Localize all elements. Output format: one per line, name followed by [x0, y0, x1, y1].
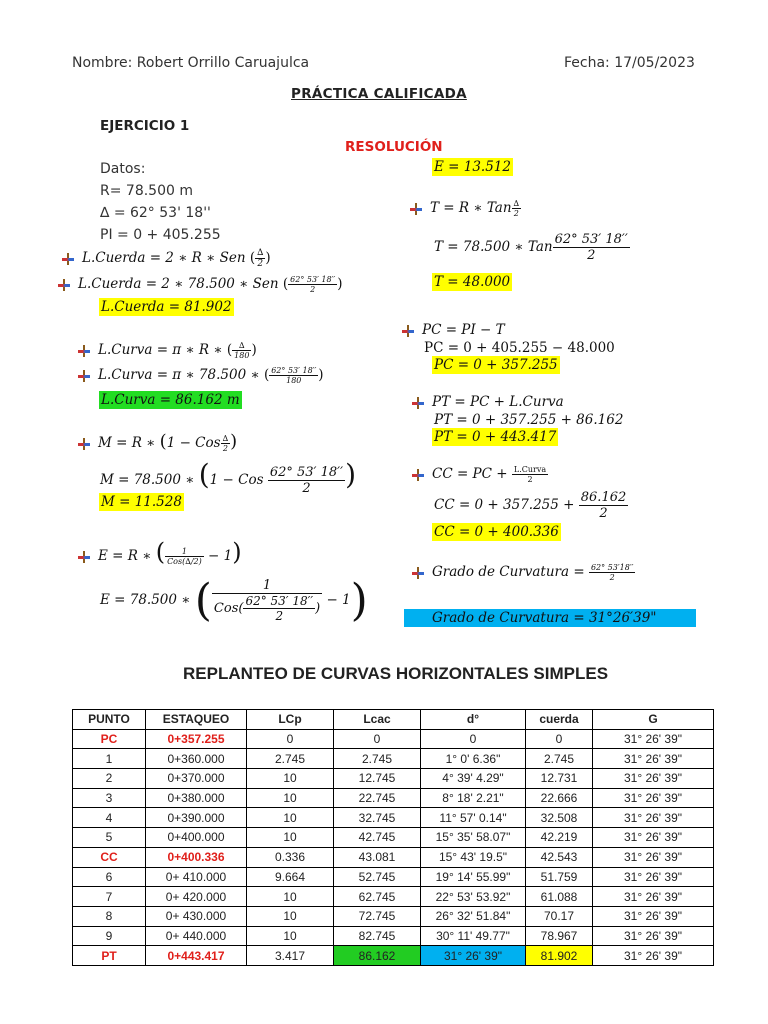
cell-lcac: 86.162 — [334, 946, 421, 966]
cell-cuerda: 42.543 — [526, 847, 593, 867]
cell-cuerda: 61.088 — [526, 887, 593, 907]
cell-punto: 8 — [73, 906, 146, 926]
cell-d: 31° 26' 39" — [421, 946, 526, 966]
cell-punto: 2 — [73, 769, 146, 789]
cell-lcac: 22.745 — [334, 788, 421, 808]
cell-lcac: 2.745 — [334, 749, 421, 769]
cell-punto: CC — [73, 847, 146, 867]
cell-lcac: 42.745 — [334, 828, 421, 848]
cell-estaqueo: 0+ 410.000 — [146, 867, 247, 887]
cell-lcp: 10 — [247, 788, 334, 808]
cell-g: 31° 26' 39" — [593, 788, 714, 808]
cell-g: 31° 26' 39" — [593, 828, 714, 848]
cell-punto: 7 — [73, 887, 146, 907]
cell-punto: PT — [73, 946, 146, 966]
e-definition: E = R ∗ ( $\frac{1}{\text{Cos(∆/2)}}$ − 1) — [78, 538, 242, 566]
cell-g: 31° 26' 39" — [593, 769, 714, 789]
col-g: G — [593, 710, 714, 730]
cell-g: 31° 26' 39" — [593, 729, 714, 749]
cell-punto: PC — [73, 729, 146, 749]
cell-cuerda: 78.967 — [526, 926, 593, 946]
cell-d: 8° 18' 2.21" — [421, 788, 526, 808]
bullet-icon — [412, 397, 424, 409]
cc-result: CC = 0 + 400.336 — [434, 524, 559, 540]
lcuerda-result: L.Cuerda = 81.902 — [101, 299, 232, 315]
datos-delta: ∆ = 62° 53' 18'' — [100, 205, 211, 221]
cell-g: 31° 26' 39" — [593, 847, 714, 867]
cell-estaqueo: 0+370.000 — [146, 769, 247, 789]
cell-lcp: 10 — [247, 808, 334, 828]
cc-definition: CC = PC + $\frac{\text{L.Curva}}{2}$ — [412, 465, 548, 484]
cell-lcp: 0 — [247, 729, 334, 749]
t-definition: T = R ∗ Tan $\frac{\Delta}{2}$ — [410, 199, 521, 218]
table-row — [73, 729, 714, 749]
cell-estaqueo: 0+400.336 — [146, 847, 247, 867]
grado-definition: Grado de Curvatura = $\frac{62^\circ 53'18''}{2}$ — [412, 563, 635, 582]
bullet-icon — [402, 325, 414, 337]
cell-punto: 9 — [73, 926, 146, 946]
col-lcac: Lcac — [334, 710, 421, 730]
cell-lcac: 12.745 — [334, 769, 421, 789]
table-row — [73, 769, 714, 789]
table-header-row — [73, 710, 714, 730]
cell-g: 31° 26' 39" — [593, 946, 714, 966]
cell-cuerda: 42.219 — [526, 828, 593, 848]
student-name: Nombre: Robert Orrillo Caruajulca — [72, 55, 310, 71]
m-substitution: M = 78.500 ∗ (1 − Cos $\frac{62^\circ 53' 18''}{2}$ ) — [100, 458, 357, 496]
lcurva-substitution: L.Curva = π ∗ 78.500 ∗ ( $\frac{62^\circ 53' 18''}{180}$ ) — [78, 366, 324, 385]
cell-lcp: 10 — [247, 769, 334, 789]
cell-cuerda: 22.666 — [526, 788, 593, 808]
bullet-icon — [78, 438, 90, 450]
lcuerda-substitution: L.Cuerda = 2 ∗ 78.500 ∗ Sen ( $\frac{62^\circ 53' 18''}{2}$ ) — [58, 275, 343, 294]
table-row — [73, 847, 714, 867]
lcurva-definition: L.Curva = π ∗ R ∗ ( $\frac{\Delta}{180}$ ) — [78, 341, 257, 360]
cell-estaqueo: 0+357.255 — [146, 729, 247, 749]
cell-lcp: 3.417 — [247, 946, 334, 966]
cell-punto: 5 — [73, 828, 146, 848]
page-title: PRÁCTICA CALIFICADA — [291, 86, 467, 102]
resolution-heading: RESOLUCIÓN — [345, 139, 443, 155]
date: Fecha: 17/05/2023 — [564, 55, 695, 71]
grado-result: Grado de Curvatura = 31°26′39" — [404, 609, 696, 627]
t-result: T = 48.000 — [434, 274, 511, 290]
cell-lcac: 72.745 — [334, 906, 421, 926]
bullet-icon — [410, 203, 422, 215]
cell-d: 4° 39' 4.29" — [421, 769, 526, 789]
cell-lcp: 9.664 — [247, 867, 334, 887]
table-row — [73, 887, 714, 907]
table-row — [73, 946, 714, 966]
m-definition: M = R ∗ (1 − Cos $\frac{\Delta}{2}$ ) — [78, 431, 237, 453]
cell-punto: 6 — [73, 867, 146, 887]
e-substitution: E = 78.500 ∗ ( 1 Cos( $\frac{62^\circ 53' 18''}{2}$ ) − 1) — [100, 575, 368, 626]
cell-cuerda: 32.508 — [526, 808, 593, 828]
cell-lcac: 52.745 — [334, 867, 421, 887]
bullet-icon — [412, 469, 424, 481]
cell-lcp: 10 — [247, 887, 334, 907]
cell-d: 22° 53' 53.92" — [421, 887, 526, 907]
cell-cuerda: 51.759 — [526, 867, 593, 887]
pt-definition: PT = PC + L.Curva — [412, 394, 564, 410]
cell-estaqueo: 0+380.000 — [146, 788, 247, 808]
cell-estaqueo: 0+443.417 — [146, 946, 247, 966]
cell-lcp: 10 — [247, 906, 334, 926]
cell-lcp: 0.336 — [247, 847, 334, 867]
lcuerda-definition: L.Cuerda = 2 ∗ R ∗ Sen ( $\frac{\Delta}{2}$ ) — [62, 248, 271, 269]
cell-punto: 4 — [73, 808, 146, 828]
bullet-icon — [412, 567, 424, 579]
cell-d: 26° 32' 51.84" — [421, 906, 526, 926]
cell-cuerda: 2.745 — [526, 749, 593, 769]
cell-d: 30° 11' 49.77" — [421, 926, 526, 946]
cell-lcac: 43.081 — [334, 847, 421, 867]
datos-label: Datos: — [100, 161, 146, 177]
cell-g: 31° 26' 39" — [593, 867, 714, 887]
table-row — [73, 906, 714, 926]
cell-cuerda: 81.902 — [526, 946, 593, 966]
datos-pi: PI = 0 + 405.255 — [100, 227, 221, 243]
pc-substitution: PC = 0 + 405.255 − 48.000 — [424, 340, 615, 356]
col-lcp: LCp — [247, 710, 334, 730]
pc-result: PC = 0 + 357.255 — [434, 357, 558, 373]
pt-result: PT = 0 + 443.417 — [434, 429, 557, 445]
bullet-icon — [78, 370, 90, 382]
table-row — [73, 749, 714, 769]
cell-d: 15° 35' 58.07" — [421, 828, 526, 848]
lcurva-result: L.Curva = 86.162 m — [101, 392, 240, 408]
bullet-icon — [58, 279, 70, 291]
table-row — [73, 828, 714, 848]
cell-cuerda: 70.17 — [526, 906, 593, 926]
bullet-icon — [78, 345, 90, 357]
cell-d: 0 — [421, 729, 526, 749]
pt-substitution: PT = 0 + 357.255 + 86.162 — [434, 412, 624, 428]
cell-lcac: 82.745 — [334, 926, 421, 946]
bullet-icon — [62, 253, 74, 265]
cell-lcp: 10 — [247, 828, 334, 848]
datos-radius: R= 78.500 m — [100, 183, 193, 199]
cell-cuerda: 0 — [526, 729, 593, 749]
cell-estaqueo: 0+400.000 — [146, 828, 247, 848]
cell-lcac: 62.745 — [334, 887, 421, 907]
cell-cuerda: 12.731 — [526, 769, 593, 789]
cell-g: 31° 26' 39" — [593, 808, 714, 828]
replanteo-table — [72, 709, 714, 966]
cell-estaqueo: 0+ 420.000 — [146, 887, 247, 907]
cell-g: 31° 26' 39" — [593, 887, 714, 907]
col-d: d° — [421, 710, 526, 730]
cell-estaqueo: 0+ 430.000 — [146, 906, 247, 926]
cell-estaqueo: 0+ 440.000 — [146, 926, 247, 946]
e-result: E = 13.512 — [434, 159, 511, 175]
table-row — [73, 926, 714, 946]
table-row — [73, 808, 714, 828]
cell-lcp: 10 — [247, 926, 334, 946]
cell-lcac: 0 — [334, 729, 421, 749]
col-cuerda: cuerda — [526, 710, 593, 730]
cell-g: 31° 26' 39" — [593, 906, 714, 926]
pc-definition: PC = PI − T — [402, 322, 505, 338]
cell-d: 15° 43' 19.5" — [421, 847, 526, 867]
cell-lcp: 2.745 — [247, 749, 334, 769]
bullet-icon — [78, 551, 90, 563]
cell-punto: 1 — [73, 749, 146, 769]
cc-substitution: CC = 0 + 357.255 + $\frac{86.162}{2}$ — [434, 490, 627, 521]
exercise-title: EJERCICIO 1 — [100, 118, 190, 134]
col-punto: PUNTO — [73, 710, 146, 730]
cell-d: 19° 14' 55.99" — [421, 867, 526, 887]
table-row — [73, 788, 714, 808]
table-title: REPLANTEO DE CURVAS HORIZONTALES SIMPLES — [183, 664, 609, 683]
cell-g: 31° 26' 39" — [593, 749, 714, 769]
cell-punto: 3 — [73, 788, 146, 808]
table-row — [73, 867, 714, 887]
cell-g: 31° 26' 39" — [593, 926, 714, 946]
t-substitution: T = 78.500 ∗ Tan $\frac{62^\circ 53' 18''}{2}$ — [434, 232, 628, 263]
cell-estaqueo: 0+360.000 — [146, 749, 247, 769]
cell-lcac: 32.745 — [334, 808, 421, 828]
col-estaqueo: ESTAQUEO — [146, 710, 247, 730]
cell-d: 11° 57' 0.14" — [421, 808, 526, 828]
cell-estaqueo: 0+390.000 — [146, 808, 247, 828]
cell-d: 1° 0' 6.36" — [421, 749, 526, 769]
m-result: M = 11.528 — [101, 494, 182, 510]
